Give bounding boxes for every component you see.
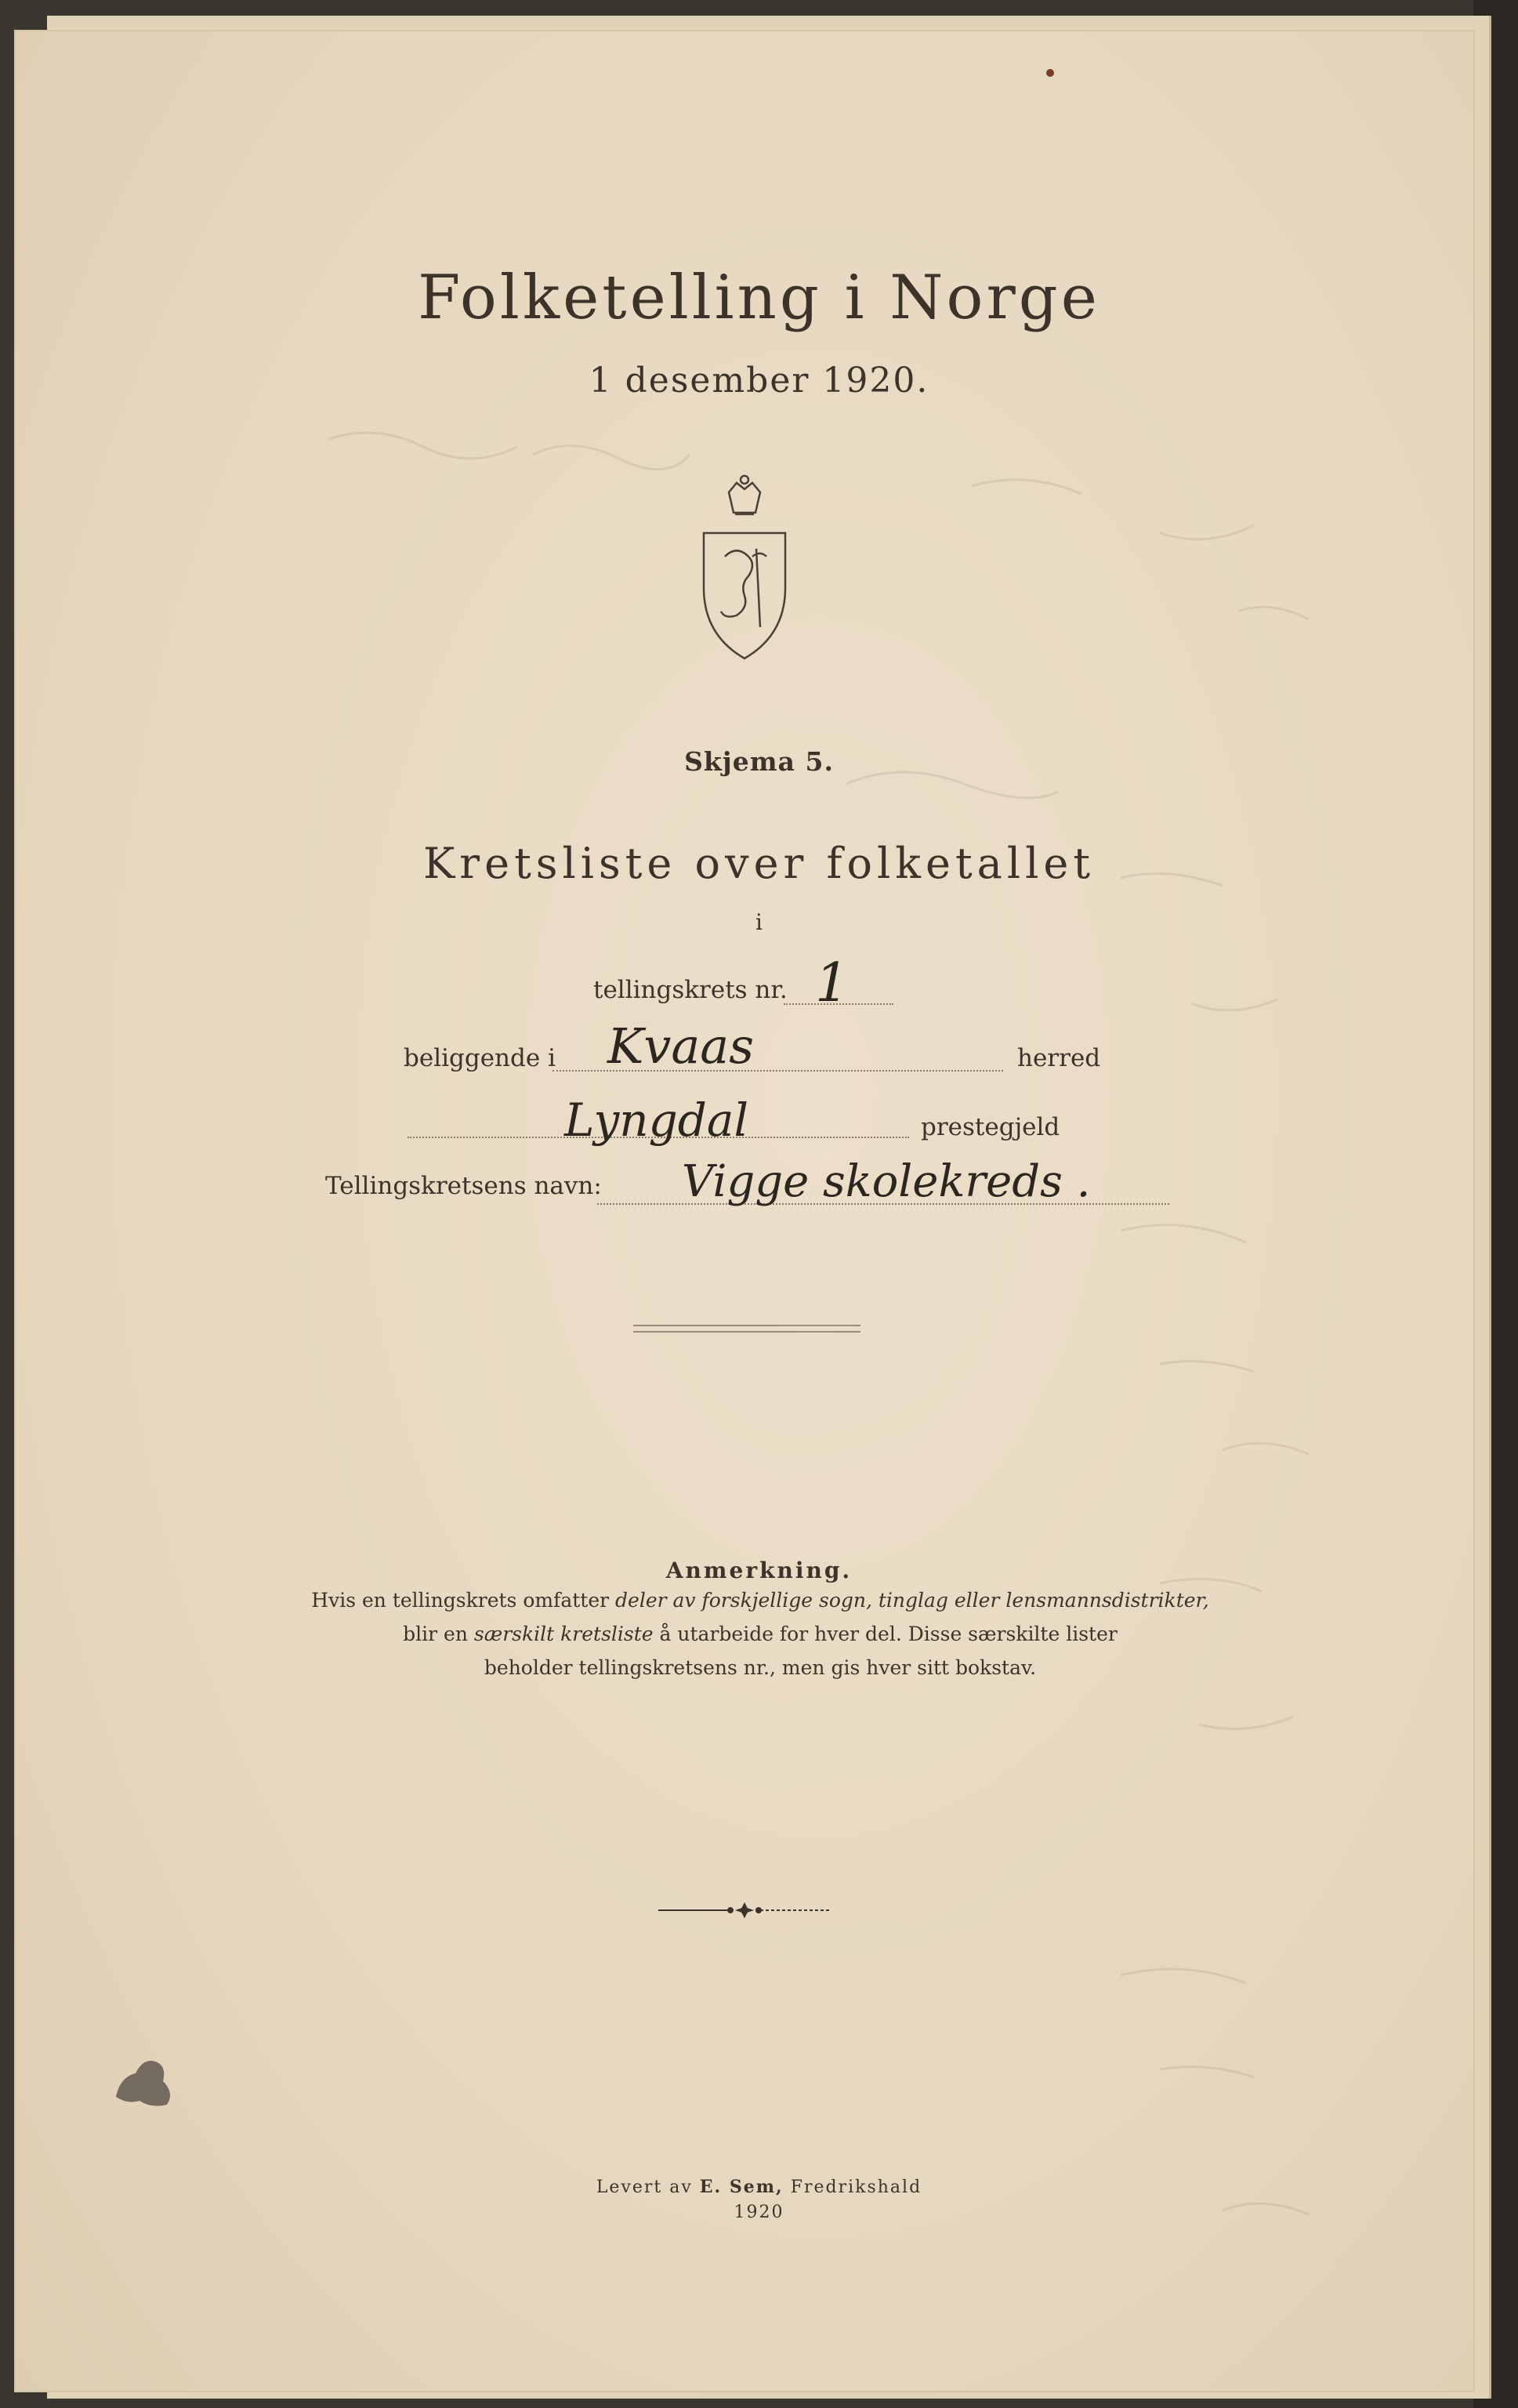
printer-name: E. Sem,: [699, 2177, 784, 2197]
printer-credit: [0, 2177, 1518, 2197]
district-number-label: tellingskrets nr.: [593, 976, 788, 1004]
parish-label: prestegjeld: [921, 1113, 1060, 1141]
double-rule-divider: [633, 1325, 860, 1333]
herred-label: herred: [1017, 1044, 1101, 1072]
district-number-value: 1: [815, 952, 850, 1014]
printer-prefix: Levert av: [596, 2178, 700, 2197]
remark-line-2-text-a: blir en: [403, 1623, 474, 1645]
list-title: Kretsliste over folketallet: [422, 839, 1096, 888]
district-name-value: Vigge skolekreds .: [682, 1156, 1091, 1207]
remark-line-1-emphasis: deler av forskjellige sogn, tinglag eller lensmannsdistrikter,: [615, 1589, 1209, 1612]
page-title: Folketelling i Norge: [418, 263, 1100, 333]
ornament-divider-icon: [658, 1901, 831, 1920]
remark-line-3: beholder tellingskretsens nr., men gis hver sitt bokstav.: [484, 1656, 1037, 1679]
located-label: beliggende i: [404, 1044, 556, 1072]
located-value: Kvaas: [607, 1017, 755, 1075]
ink-stain-icon: [108, 2050, 179, 2109]
remark-line-1-text: Hvis en tellingskrets omfatter: [311, 1589, 616, 1612]
remark-line-2-text-c: å utarbeide for hver del. Disse særskilte lister: [653, 1623, 1118, 1645]
remark-line-2: [235, 1617, 1285, 1651]
parish-value: Lyngdal: [564, 1093, 749, 1147]
ink-dot: [1046, 69, 1054, 77]
schema-label: Skjema 5.: [684, 746, 834, 777]
remark-line-1: [235, 1583, 1285, 1617]
remark-line-2-emphasis: særskilt kretsliste: [473, 1623, 654, 1645]
printer-city: Fredrikshald: [783, 2178, 922, 2197]
preposition: i: [755, 909, 763, 935]
norway-coat-of-arms-icon: [690, 470, 799, 666]
printer-year: 1920: [734, 2203, 784, 2222]
census-date: 1 desember 1920.: [589, 361, 929, 401]
remark-title: Anmerkning.: [665, 1558, 853, 1583]
district-name-label: Tellingskretsens navn:: [325, 1172, 602, 1200]
bleed-through-strokes: [298, 408, 1442, 2273]
remark-text: [235, 1583, 1285, 1685]
